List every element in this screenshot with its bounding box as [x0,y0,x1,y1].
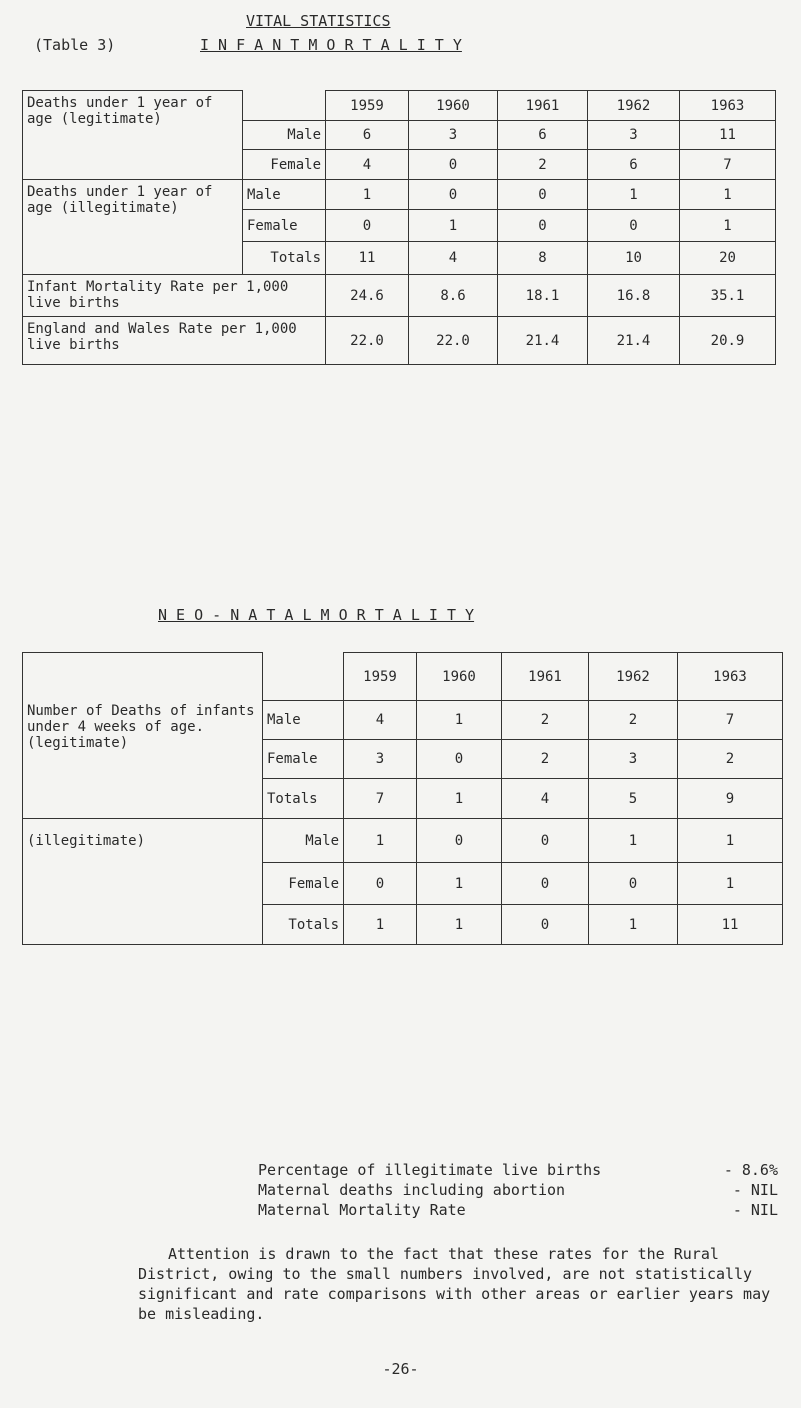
table-row: Deaths under 1 year of age (illegitimate) Male 1 0 0 1 1 [23,180,776,210]
note-row: Percentage of illegitimate live births - 8.6% [258,1161,778,1179]
table-label: (Table 3) [34,36,116,54]
neonatal-illegit-label: (illegitimate) [23,819,263,945]
neonatal-heading: N E O - N A T A L M O R T A L I T Y [158,606,475,624]
illegit-deaths-label: Deaths under 1 year of age (illegitimate) [23,180,243,275]
neonatal-legit-label: Number of Deaths of infants under 4 weeks of age. (legitimate) [23,653,263,819]
legit-deaths-label: Deaths under 1 year of age (legitimate) [23,91,243,180]
table-row: Female 3 0 2 3 2 [23,740,783,779]
vital-statistics-title: VITAL STATISTICS [246,12,391,30]
table-row: Male 4 1 2 2 7 [23,701,783,740]
table-row: Male 6 3 6 3 11 [23,121,776,150]
attention-paragraph: Attention is drawn to the fact that these rates for the Rural District, owing to the small numbers involved, are not statistically significant and rate comparisons with other areas or earlier years may be misleading. [138,1245,771,1323]
infant-mortality-rate-row: Infant Mortality Rate per 1,000 live births 24.6 8.6 18.1 16.8 35.1 [23,275,776,317]
table-row: (illegitimate) Male 1 0 0 1 1 [23,819,783,863]
neonatal-mortality-table [22,652,783,945]
england-wales-rate-row: England and Wales Rate per 1,000 live births 22.0 22.0 21.4 21.4 20.9 [23,317,776,365]
page-number: -26- [382,1360,419,1378]
table-row: Female 4 0 2 6 7 [23,150,776,180]
infant-rate-label: Infant Mortality Rate per 1,000 live births [23,275,326,317]
totals-row: Totals 1 1 0 1 11 [23,905,783,945]
year-1961: 1961 [498,91,588,121]
year-1959: 1959 [326,91,409,121]
year-header-row: Number of Deaths of infants under 4 weeks of age. (legitimate) 1959 1960 1961 1962 1963 [23,653,783,701]
table-row: Female 0 1 0 0 1 [23,210,776,242]
ew-rate-label: England and Wales Rate per 1,000 live births [23,317,326,365]
table-row: Female 0 1 0 0 1 [23,863,783,905]
year-1963: 1963 [680,91,776,121]
totals-row: Totals 11 4 8 10 20 [23,242,776,275]
note-row: Maternal Mortality Rate - NIL [258,1201,778,1219]
year-1962: 1962 [588,91,680,121]
note-row: Maternal deaths including abortion - NIL [258,1181,778,1199]
infant-mortality-heading: I N F A N T M O R T A L I T Y [200,36,462,54]
notes-block [258,1160,778,1220]
year-1960: 1960 [409,91,498,121]
year-header-row [23,91,776,121]
infant-mortality-table [22,90,776,365]
totals-row: Totals 7 1 4 5 9 [23,779,783,819]
